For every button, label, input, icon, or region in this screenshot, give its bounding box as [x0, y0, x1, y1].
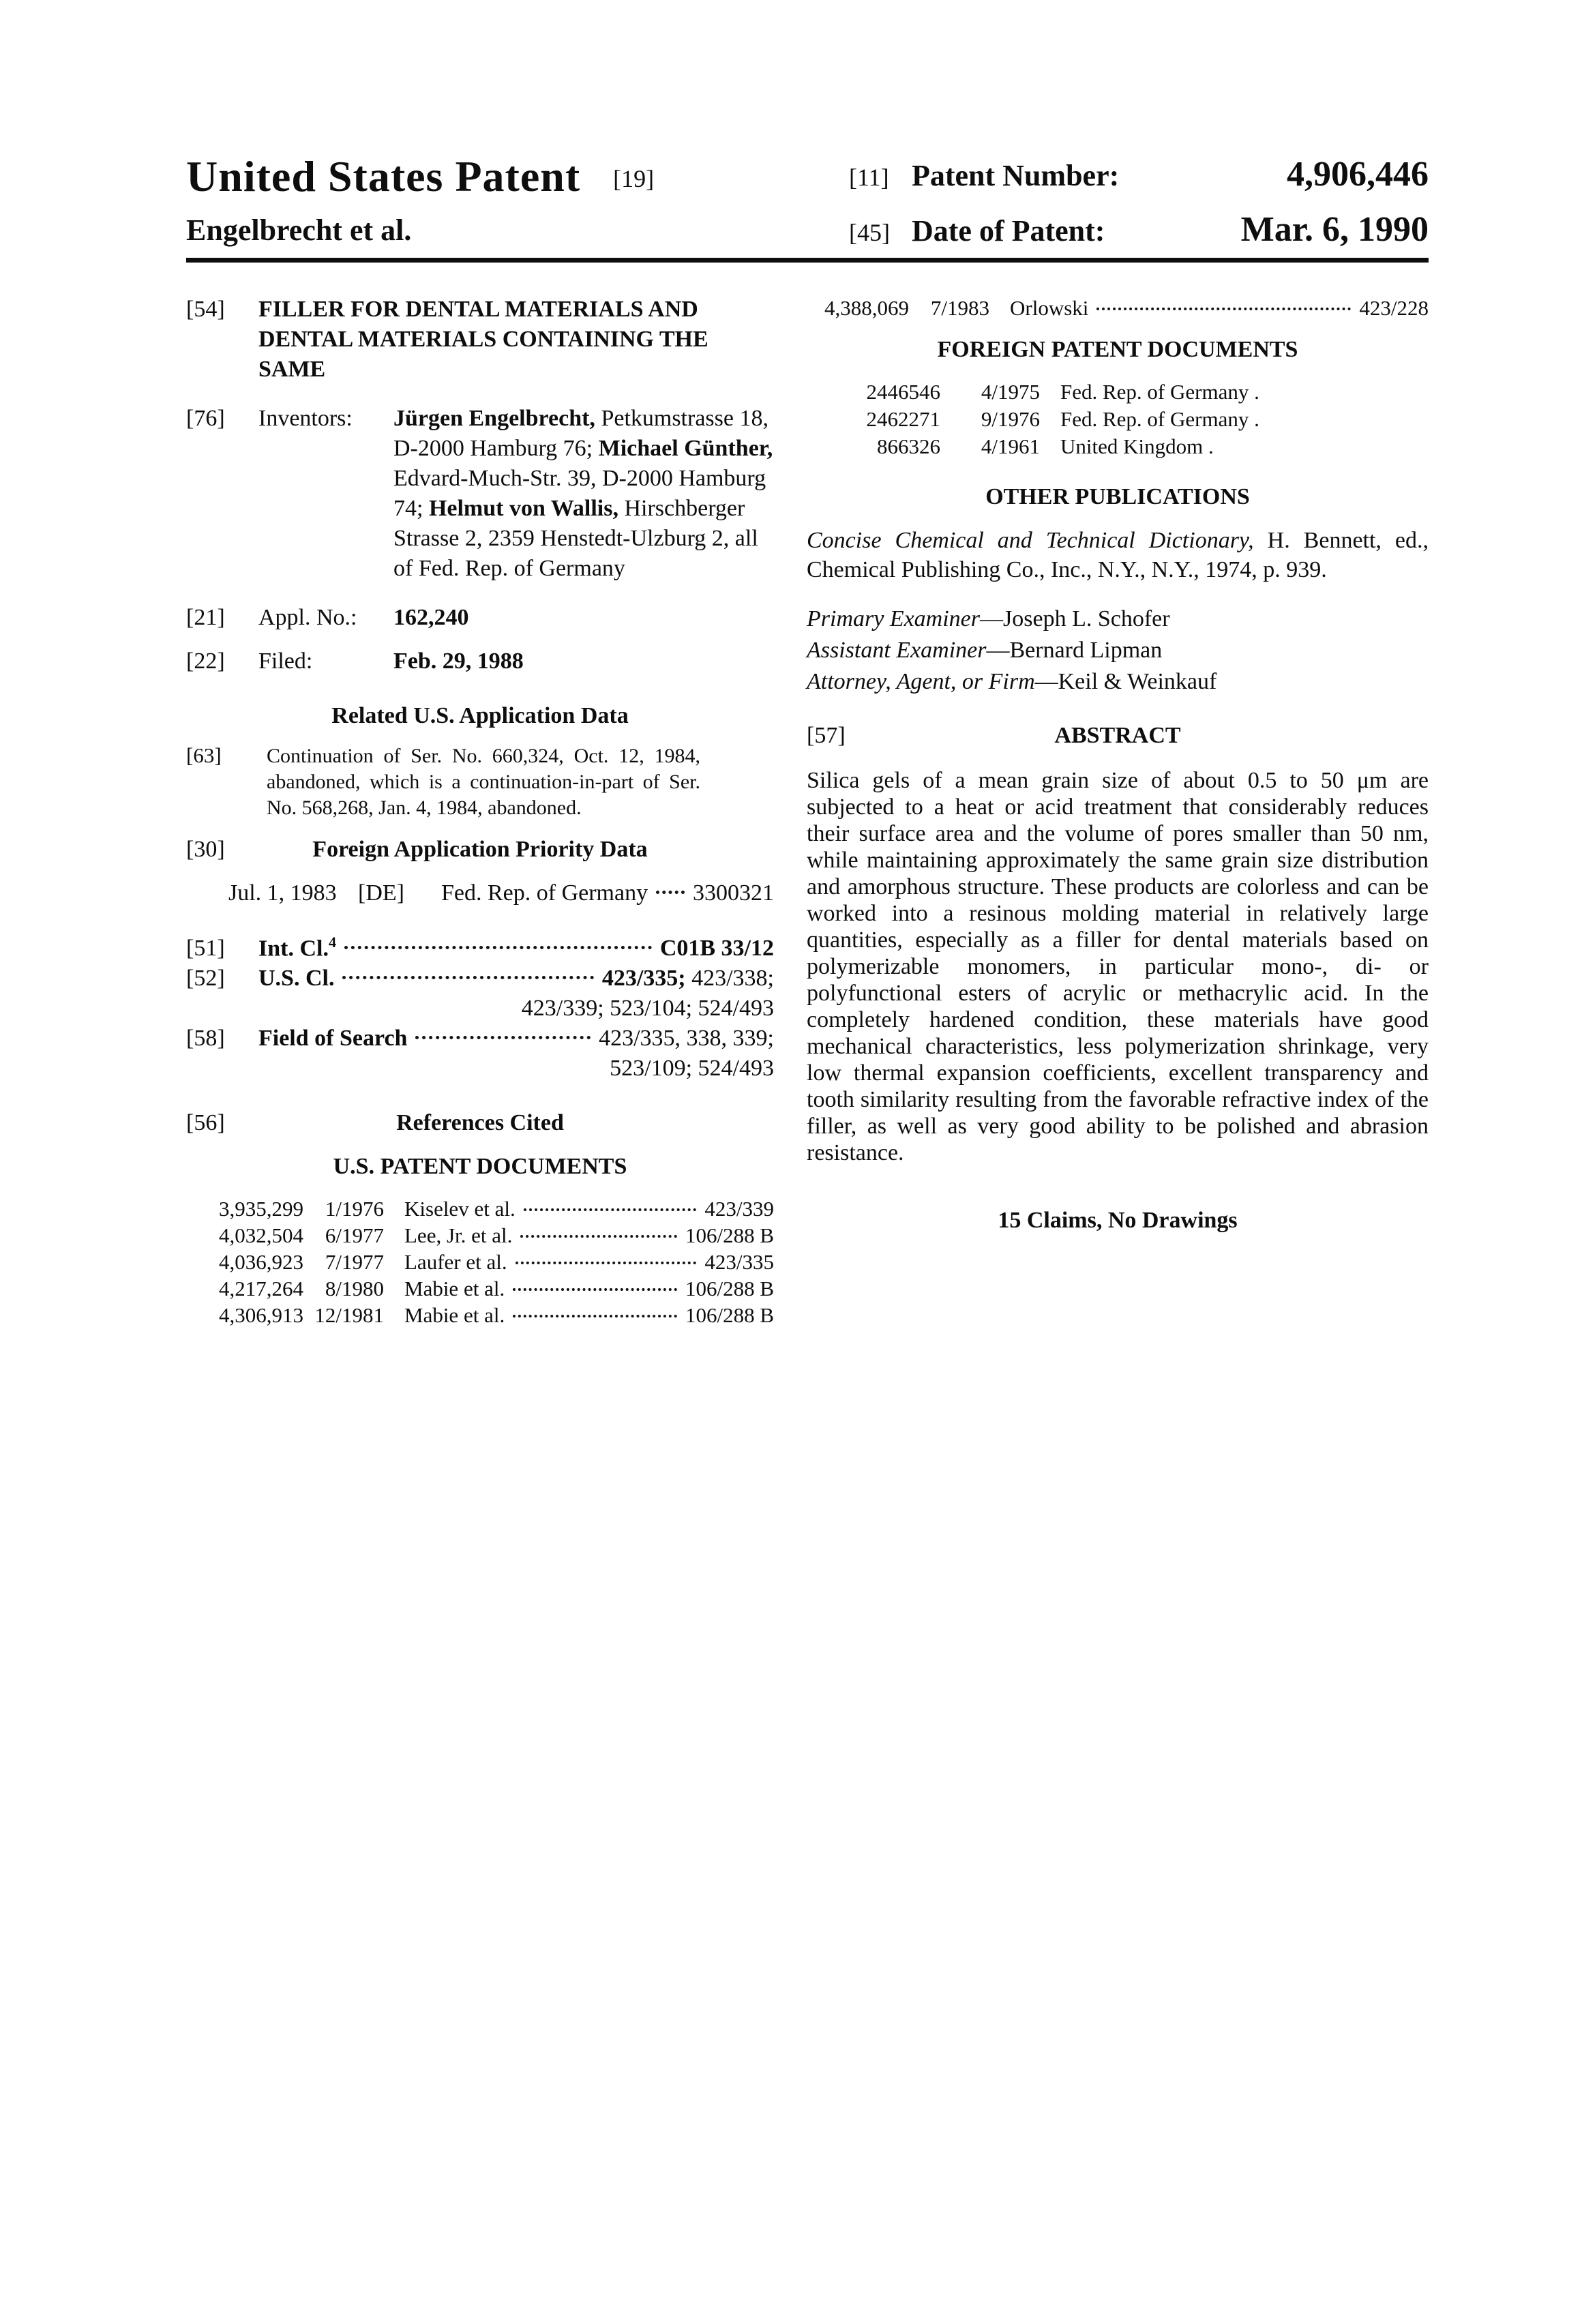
- inventors-tag: [76]: [186, 406, 225, 431]
- masthead-title-line: [186, 151, 654, 202]
- inventors-text: Jürgen Engelbrecht, Petkumstrasse 18, D-2000 Hamburg 76; Michael Günther, Edvard-Much-Str. 39, D-2000 Hamburg 74; Helmut von Wallis, Hirschberger Strasse 2, 2359 Henstedt-Ulzburg 2, all of Fed. Rep. of Germany: [393, 406, 773, 581]
- field-of-search-continuation: 523/109; 524/493: [610, 1056, 774, 1082]
- other-publications-heading: OTHER PUBLICATIONS: [985, 484, 1250, 509]
- field-of-search-label: Field of Search: [258, 1026, 408, 1052]
- int-cl-value: C01B 33/12: [659, 936, 774, 962]
- foreign-patent-date: 4/1975: [981, 380, 1040, 404]
- invention-title: FILLER FOR DENTAL MATERIALS AND DENTAL MATERIALS CONTAINING THE SAME: [258, 297, 708, 382]
- us-cl-continuation: 423/339; 523/104; 524/493: [521, 996, 774, 1022]
- filed-tag: [22]: [186, 649, 225, 674]
- cited-patent-date: 6/1977: [325, 1223, 384, 1248]
- right-column: [807, 295, 1429, 1236]
- continuation-text: Continuation of Ser. No. 660,324, Oct. 12, 1984, abandoned, which is a continuation-in-part of Ser. No. 568,268, Jan. 4, 1984, abandoned.: [267, 745, 700, 819]
- us-patent-document-row: [186, 1275, 774, 1302]
- publication-party: Engelbrecht et al.: [186, 213, 412, 247]
- patent-number-value: 4,906,446: [1287, 155, 1429, 194]
- cited-patent-number: 3,935,299: [219, 1197, 303, 1221]
- priority-number: 3300321: [693, 880, 774, 906]
- field-of-search-value: 423/335, 338, 339;: [599, 1026, 774, 1052]
- continuation-tag: [63]: [186, 743, 222, 767]
- masthead: [186, 151, 1429, 250]
- cited-patent-class: 423/228: [1359, 296, 1429, 320]
- foreign-patent-documents-heading: FOREIGN PATENT DOCUMENTS: [937, 337, 1298, 362]
- references-cited-heading-row: [186, 1108, 774, 1138]
- cited-patent-name: Kiselev et al.: [404, 1197, 516, 1221]
- foreign-patent-date: 9/1976: [981, 407, 1040, 431]
- examiner-role: Assistant Examiner: [807, 638, 987, 663]
- priority-country: Fed. Rep. of Germany: [441, 880, 648, 906]
- date-of-patent-value: Mar. 6, 1990: [1240, 210, 1429, 249]
- continuation-section: [186, 741, 774, 821]
- us-patent-documents-table: [186, 1195, 774, 1328]
- abstract-tag: [57]: [807, 723, 846, 748]
- field-of-search-row: [186, 1024, 774, 1054]
- foreign-priority-tag: [30]: [186, 837, 225, 862]
- cited-patent-class: 423/335: [704, 1250, 774, 1275]
- cited-patent-class: 106/288 B: [685, 1303, 774, 1328]
- examiner-line: [807, 635, 1429, 666]
- date-of-patent-tag: [45]: [849, 219, 890, 246]
- abstract-heading-row: [807, 721, 1429, 751]
- foreign-patent-country: United Kingdom .: [1060, 434, 1214, 458]
- application-number-label: Appl. No.:: [258, 605, 357, 630]
- other-publications-text: Concise Chemical and Technical Dictionary, H. Bennett, ed., Chemical Publishing Co., Inc., N.Y., N.Y., 1974, p. 939.: [807, 528, 1429, 582]
- us-patent-document-row: [186, 1222, 774, 1249]
- us-cl-row: [186, 964, 774, 994]
- cited-patent-class: 106/288 B: [685, 1223, 774, 1248]
- cited-patent-number: 4,388,069: [824, 296, 909, 320]
- foreign-patent-number: 2462271: [866, 407, 940, 431]
- filed-section: [186, 646, 774, 676]
- cited-patent-class: 106/288 B: [685, 1277, 774, 1301]
- cited-patent-number: 4,036,923: [219, 1250, 303, 1275]
- examiner-line: [807, 666, 1429, 698]
- left-column: [186, 295, 774, 1328]
- date-of-patent-row: [849, 209, 1429, 250]
- us-cl-tag: [52]: [186, 966, 225, 992]
- references-cited-heading: References Cited: [396, 1110, 564, 1136]
- int-cl-tag: [51]: [186, 936, 225, 962]
- field-of-search-tag: [58]: [186, 1026, 225, 1052]
- cited-patent-number: 4,032,504: [219, 1223, 303, 1248]
- claims-line: 15 Claims, No Drawings: [998, 1208, 1238, 1233]
- filed-label: Filed:: [258, 649, 313, 674]
- foreign-patent-country: Fed. Rep. of Germany .: [1060, 380, 1259, 404]
- masthead-right: [849, 151, 1429, 250]
- invention-title-tag: [54]: [186, 297, 225, 322]
- patent-number-label: Patent Number:: [912, 159, 1120, 192]
- cited-patent-name: Lee, Jr. et al.: [404, 1223, 513, 1248]
- invention-title-section: [186, 295, 774, 385]
- foreign-patent-document-row: [807, 433, 1429, 460]
- references-cited-tag: [56]: [186, 1110, 225, 1136]
- foreign-patent-country: Fed. Rep. of Germany .: [1060, 407, 1259, 431]
- patent-office-title: United States Patent: [186, 152, 581, 200]
- inventors-label: Inventors:: [258, 406, 353, 431]
- filed-value: Feb. 29, 1988: [393, 649, 524, 674]
- us-patent-document-row: [186, 1249, 774, 1275]
- application-number-section: [186, 603, 774, 633]
- cited-patent-number: 4,306,913: [219, 1303, 303, 1328]
- cited-patent-class: 423/339: [704, 1197, 774, 1221]
- examiners-block: [807, 604, 1429, 698]
- kind-code-tag: [19]: [613, 165, 655, 192]
- foreign-patent-document-row: [807, 378, 1429, 406]
- cited-patent-date: 7/1977: [325, 1250, 384, 1275]
- application-number-tag: [21]: [186, 605, 225, 630]
- foreign-patent-date: 4/1961: [981, 434, 1040, 458]
- examiner-name: —Bernard Lipman: [986, 638, 1163, 663]
- foreign-priority-heading-row: [186, 835, 774, 865]
- int-cl-row: [186, 927, 774, 964]
- cited-patent-date: 7/1983: [930, 296, 989, 320]
- us-patent-document-row-continued: [807, 295, 1429, 321]
- examiner-role: Primary Examiner: [807, 606, 981, 631]
- date-of-patent-label: Date of Patent:: [912, 214, 1105, 248]
- application-number-value: 162,240: [393, 605, 469, 630]
- related-application-heading: Related U.S. Application Data: [331, 703, 629, 728]
- foreign-patent-number: 2446546: [866, 380, 940, 404]
- examiner-role: Attorney, Agent, or Firm: [807, 669, 1035, 694]
- cited-patent-date: 8/1980: [325, 1277, 384, 1301]
- foreign-patent-documents-table: [807, 378, 1429, 460]
- header-divider: [186, 258, 1429, 263]
- us-patent-document-row: [186, 1195, 774, 1222]
- us-patent-document-row: [186, 1302, 774, 1328]
- patent-number-row: [849, 154, 1429, 194]
- abstract-text: Silica gels of a mean grain size of about 0.5 to 50 μm are subjected to a heat or acid treatment that considerably reduces their surface area and the volume of pores smaller than 50 nm, while maintaining approximately the same grain size distribution and amorphous structure. These products are colorless and can be worked into a resinous molding material in relatively large quantities, especially as a filler for dental materials based on polymerizable monomers, in particular mono-, di- or polyfunctional esters of acrylic or methacrylic acid. In the completely hardened condition, these materials have good mechanical characteristics, less polymerization shrinkage, very low thermal expansion coefficients, excellent transparency and tooth similarity resulting from the favorable refractive index of the filler, as well as very good ability to be polished and abrasion resistance.: [807, 768, 1429, 1165]
- cited-patent-name: Mabie et al.: [404, 1277, 505, 1301]
- us-cl-value: 423/335; 423/338;: [601, 966, 774, 992]
- abstract-heading: ABSTRACT: [1054, 723, 1181, 748]
- cited-patent-date: 1/1976: [325, 1197, 384, 1221]
- cited-patent-date: 12/1981: [314, 1303, 384, 1328]
- int-cl-label: Int. Cl.$^4$: [258, 934, 336, 962]
- int-cl-sup: 4: [328, 934, 336, 951]
- us-cl-label: U.S. Cl.: [258, 966, 335, 992]
- foreign-patent-document-row: [807, 406, 1429, 433]
- examiner-name: —Joseph L. Schofer: [980, 606, 1170, 631]
- priority-data-row: [228, 878, 774, 908]
- foreign-patent-number: 866326: [877, 434, 940, 458]
- cited-patent-name: Laufer et al.: [404, 1250, 507, 1275]
- priority-country-code: [DE]: [358, 880, 404, 906]
- patent-number-tag: [11]: [849, 164, 889, 191]
- cited-patent-name: Orlowski: [1010, 296, 1089, 320]
- foreign-priority-heading: Foreign Application Priority Data: [312, 837, 648, 862]
- cited-patent-name: Mabie et al.: [404, 1303, 505, 1328]
- masthead-left: [186, 151, 654, 250]
- cited-patent-number: 4,217,264: [219, 1277, 303, 1301]
- priority-date: Jul. 1, 1983: [228, 880, 337, 906]
- inventors-section: [186, 404, 774, 584]
- examiner-line: [807, 604, 1429, 635]
- examiner-name: —Keil & Weinkauf: [1034, 669, 1217, 694]
- us-patent-documents-heading: U.S. PATENT DOCUMENTS: [333, 1154, 627, 1180]
